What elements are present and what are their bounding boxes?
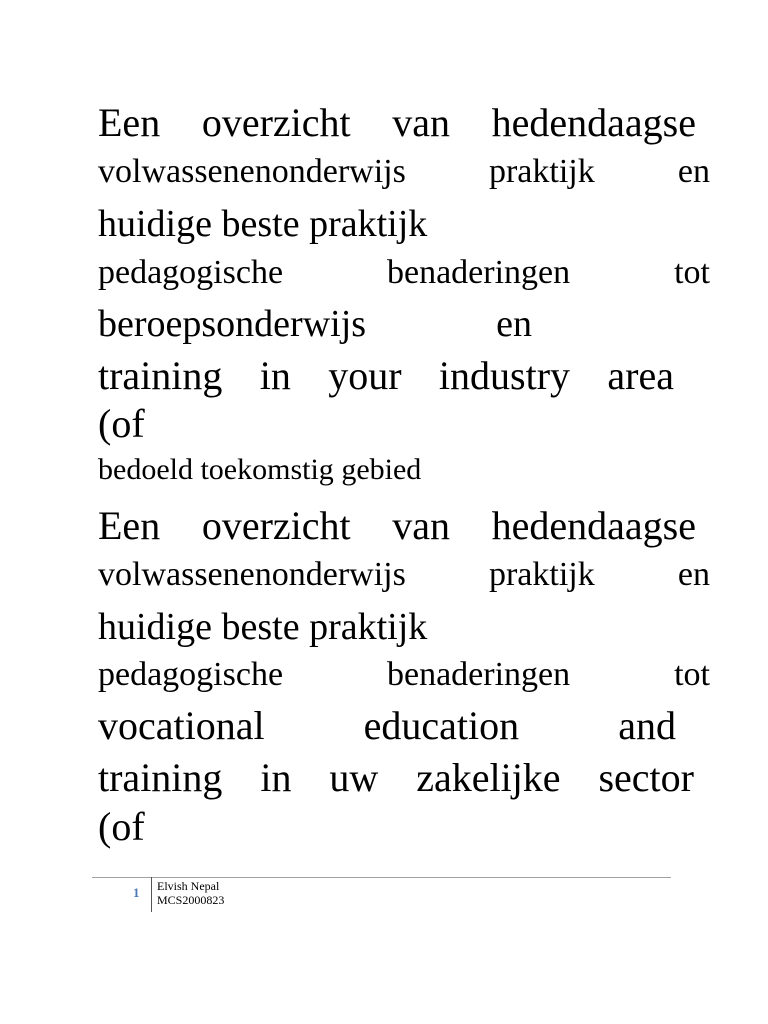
footer-divider [151,877,152,912]
body-word: en [496,303,532,345]
author-name: Elvish Nepal [157,879,220,893]
body-word: bedoeld [98,453,193,486]
body-word: en [677,153,710,190]
body-word: huidige [98,606,212,648]
body-word: huidige [98,203,212,245]
body-word: volwassenenonderwijs [98,153,406,190]
body-word: (of [98,804,145,849]
body-word: training [98,755,223,800]
body-word: beste [221,606,300,648]
body-word: pedagogische [98,254,284,291]
body-word: (of [98,401,145,446]
body-word: toekomstig [200,453,334,486]
body-word: gebied [341,453,422,486]
body-word: sector [598,755,694,800]
body-word: industry [438,353,571,398]
body-line [98,658,710,692]
body-line [98,608,710,646]
body-line [98,755,694,800]
body-word: tot [674,656,710,693]
page-number: 1 [133,885,140,900]
footer-rule [92,877,671,878]
footer-author-block [157,879,224,908]
body-word: praktijk [309,203,428,245]
body-word: hedendaagse [491,503,696,548]
body-line [98,455,710,485]
body-line [98,804,710,849]
body-word: praktijk [309,606,428,648]
body-line [98,100,696,145]
body-word: uw [329,755,379,800]
body-word: beste [221,203,300,245]
body-word: your [328,353,402,398]
body-word: beroepsonderwijs [98,303,367,345]
body-word: and [618,703,676,748]
body-word: in [259,353,291,398]
body-line [98,205,710,243]
body-word: vocational [98,703,265,748]
body-line [98,703,676,748]
body-word: overzicht [201,100,351,145]
body-word: praktijk [488,153,595,190]
body-word: training [98,353,223,398]
body-word: Een [98,100,161,145]
body-word: benaderingen [387,656,571,693]
body-word: tot [674,254,710,291]
body-word: praktijk [488,556,595,593]
author-id: MCS2000823 [157,893,225,908]
body-line [98,558,710,592]
body-line [98,256,710,290]
body-word: Een [98,503,161,548]
body-line [98,401,710,446]
body-word: education [363,703,520,748]
body-line [98,353,674,398]
body-word: van [392,503,451,548]
body-line [98,305,532,343]
body-word: in [260,755,292,800]
body-word: area [607,353,674,398]
body-word: volwassenenonderwijs [98,556,406,593]
body-word: pedagogische [98,656,284,693]
body-word: en [677,556,710,593]
body-word: hedendaagse [491,100,696,145]
body-line [98,155,710,189]
body-line [98,503,696,548]
body-word: overzicht [201,503,351,548]
body-word: zakelijke [416,755,561,800]
body-word: van [392,100,451,145]
body-word: benaderingen [387,254,571,291]
